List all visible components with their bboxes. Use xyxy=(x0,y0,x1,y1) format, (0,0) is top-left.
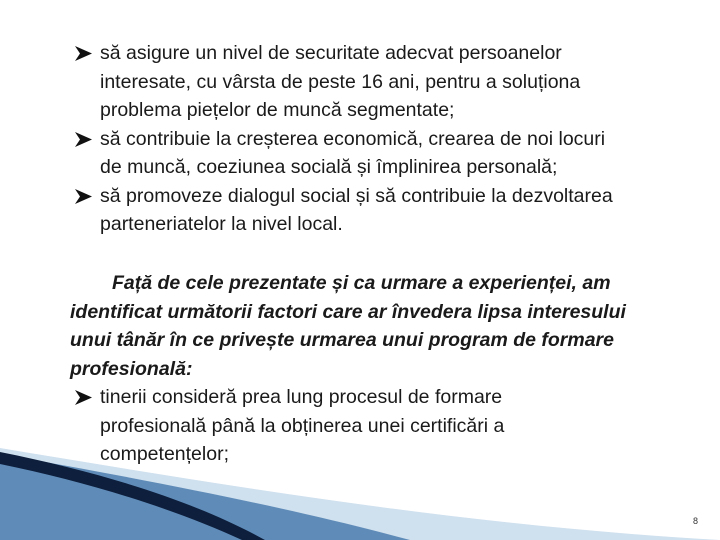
bullet-line: parteneriatelor la nivel local. xyxy=(100,213,343,235)
bullet-item xyxy=(75,39,695,125)
bullet-line: de muncă, coeziunea socială și împlinirea personală; xyxy=(100,156,558,178)
bullet-line: să promoveze dialogul social și să contribuie la dezvoltarea xyxy=(100,184,613,207)
intro-line: unui tânăr în ce privește urmarea unui program de formare xyxy=(70,329,614,351)
bullet-line: să contribuie la creșterea economică, crearea de noi locuri xyxy=(100,127,606,150)
bullet-line: problema piețelor de muncă segmentate; xyxy=(100,99,455,121)
bullet-line: profesională până la obținerea unei certificări a xyxy=(100,414,505,437)
intro-line: profesională: xyxy=(70,357,193,380)
bullet-item xyxy=(75,125,695,182)
arrow-bullet-icon xyxy=(75,125,95,153)
bullet-line: să asigure un nivel de securitate adecvat persoanelor xyxy=(100,42,562,64)
bullet-line: interesate, cu vârsta de peste 16 ani, pentru a soluționa xyxy=(100,70,581,93)
intro-line: identificat următorii factori care ar învedera lipsa interesului xyxy=(70,300,626,323)
bullet-line: competențelor; xyxy=(100,443,229,465)
intro-line: Față de cele prezentate și ca urmare a experienței, am xyxy=(112,272,611,294)
page-number: 8 xyxy=(692,516,698,526)
arrow-bullet-icon xyxy=(75,39,95,67)
bullet-item xyxy=(75,182,695,239)
intro-paragraph xyxy=(70,269,690,383)
arrow-bullet-icon xyxy=(75,182,95,210)
bullet-line: tinerii consideră prea lung procesul de formare xyxy=(100,386,503,408)
arrow-bullet-icon xyxy=(75,383,95,411)
bullet-list-objectives xyxy=(75,39,695,239)
decorative-swoosh xyxy=(0,440,720,540)
